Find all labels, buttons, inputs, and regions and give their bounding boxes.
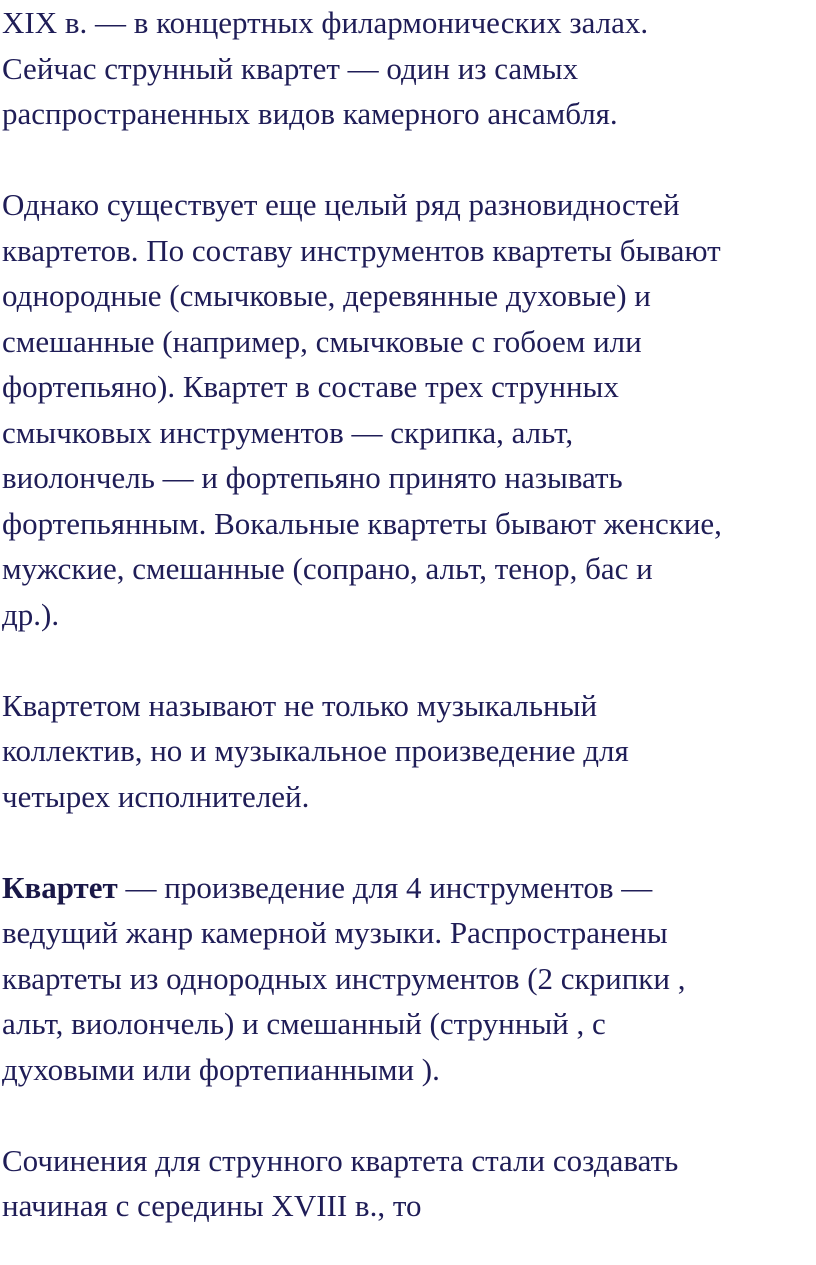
text-line: распространенных видов камерного ансамбля. xyxy=(2,96,618,131)
text-line: квартетов. По составу инструментов квартеты бывают xyxy=(2,232,721,268)
paragraph-4 xyxy=(2,865,814,1093)
text-line: XIX в. — в концертных филармонических залах. xyxy=(2,5,649,40)
text-line: фортепьянным. Вокальные квартеты бывают женские, xyxy=(2,505,722,541)
paragraph-1 xyxy=(2,0,814,137)
text-line: альт, виолончель) и смешанный (струнный , с xyxy=(2,1006,606,1041)
text-line: виолончель — и фортепьяно принято называть xyxy=(2,460,623,495)
text-line: мужские, смешанные (сопрано, альт, тенор, бас и xyxy=(2,551,653,586)
text-line: др.). xyxy=(2,596,60,632)
text-line xyxy=(2,865,814,911)
text-line: квартеты из однородных инструментов (2 скрипки , xyxy=(2,960,686,996)
text-line: однородные (смычковые, деревянные духовые) и xyxy=(2,278,651,313)
term-bold: Квартет xyxy=(2,869,118,905)
text-line: начиная с середины XVIII в., то xyxy=(2,1188,422,1223)
document-body xyxy=(2,0,814,1229)
paragraph-2 xyxy=(2,182,814,637)
text-line: Сочинения для струнного квартета стали создавать xyxy=(2,1142,679,1178)
text-line: духовыми или фортепианными ). xyxy=(2,1051,440,1087)
paragraph-5 xyxy=(2,1138,814,1229)
text-line: Сейчас струнный квартет — один из самых xyxy=(2,50,579,86)
text-line: коллектив, но и музыкальное произведение для xyxy=(2,733,629,768)
text-line: четырех исполнителей. xyxy=(2,778,310,814)
text-line: Квартетом называют не только музыкальный xyxy=(2,687,598,723)
paragraph-3 xyxy=(2,683,814,820)
text-line: смешанные (например, смычковые с гобоем или xyxy=(2,323,642,359)
text-line: фортепьяно). Квартет в составе трех струнных xyxy=(2,369,619,404)
term-definition-start: — произведение для 4 инструментов — xyxy=(117,869,653,905)
text-line: ведущий жанр камерной музыки. Распространены xyxy=(2,915,668,950)
text-line: смычковых инструментов — скрипка, альт, xyxy=(2,414,574,450)
text-line: Однако существует еще целый ряд разновидностей xyxy=(2,187,680,222)
